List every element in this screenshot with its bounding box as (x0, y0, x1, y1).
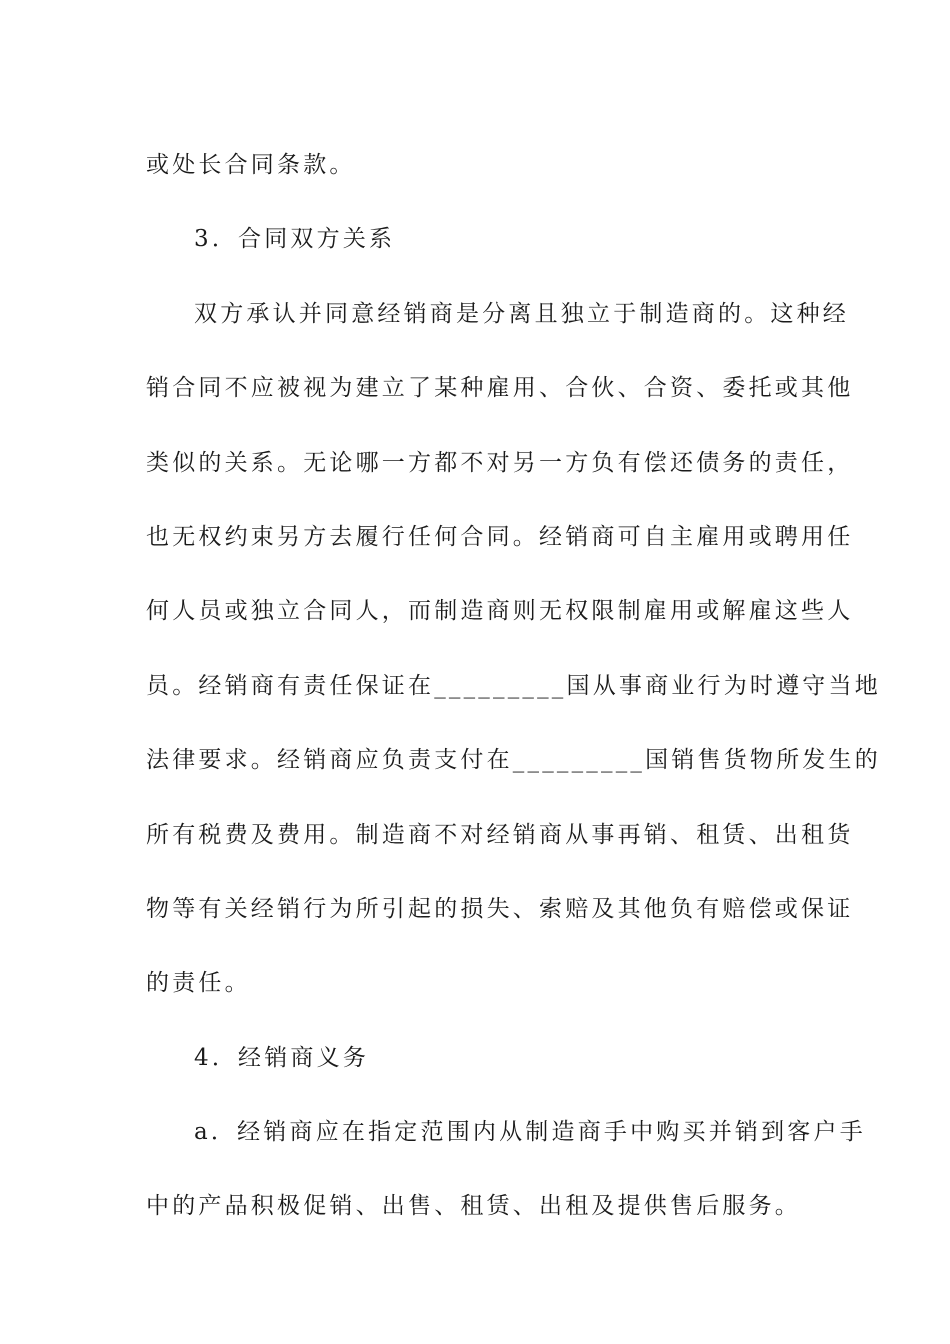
text-line: 法律要求。经销商应负责支付在_________国销售货物所发生的 (146, 747, 881, 774)
section-heading: 4．经销商义务 (194, 1044, 370, 1071)
text-line: 员。经销商有责任保证在_________国从事商业行为时遵守当地 (146, 672, 881, 699)
text-line: a．经销商应在指定范围内从制造商手中购买并销到客户手 (194, 1119, 866, 1146)
text-line: 的责任。 (146, 970, 251, 997)
text-line: 也无权约束另方去履行任何合同。经销商可自主雇用或聘用任 (146, 523, 854, 550)
section-heading: 3．合同双方关系 (194, 226, 396, 253)
text-line: 中的产品积极促销、出售、租赁、出租及提供售后服务。 (146, 1193, 801, 1220)
text-line: 销合同不应被视为建立了某种雇用、合伙、合资、委托或其他 (146, 375, 854, 402)
text-line: 物等有关经销行为所引起的损失、索赔及其他负有赔偿或保证 (146, 895, 854, 922)
text-line: 所有税费及费用。制造商不对经销商从事再销、租赁、出租货 (146, 821, 854, 848)
document-body (146, 128, 881, 1244)
text-line: 双方承认并同意经销商是分离且独立于制造商的。这种经 (194, 300, 849, 327)
text-line: 类似的关系。无论哪一方都不对另一方负有偿还债务的责任， (146, 449, 854, 476)
text-line: 何人员或独立合同人，而制造商则无权限制雇用或解雇这些人 (146, 598, 854, 625)
text-line: 或处长合同条款。 (146, 152, 356, 178)
